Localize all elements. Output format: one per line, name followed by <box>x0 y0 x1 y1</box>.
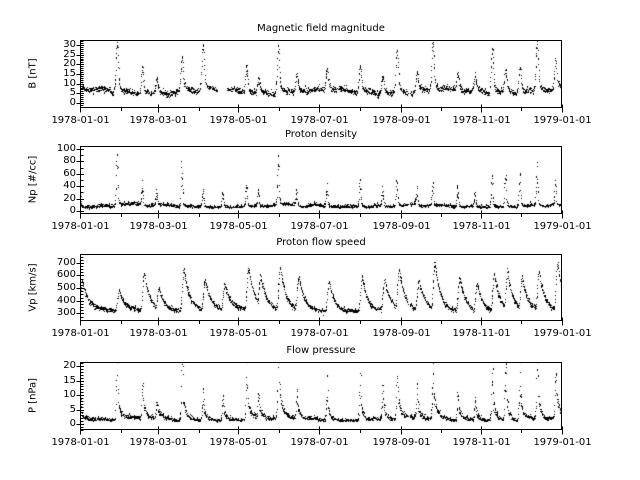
x-tick-label: 1978-11-01 <box>452 328 511 339</box>
x-tick-label: 1979-01-01 <box>533 221 592 232</box>
x-tick-label: 1978-01-01 <box>51 437 110 448</box>
x-tick-label: 1978-05-01 <box>209 221 268 232</box>
panel-frame-3 <box>81 363 562 430</box>
y-tick-label: 10 <box>63 78 76 89</box>
panel-frame-2 <box>81 255 562 321</box>
y-tick-label: 400 <box>56 295 76 306</box>
x-tick-label: 1979-01-01 <box>533 115 592 126</box>
x-tick-label: 1978-01-01 <box>51 115 110 126</box>
y-tick-label: 0 <box>69 205 76 216</box>
x-tick-label: 1978-07-01 <box>290 437 349 448</box>
panel-frame-1 <box>81 147 562 214</box>
panel-title-flow-pressure: Flow pressure <box>286 345 356 356</box>
x-tick-label: 1978-03-01 <box>129 221 188 232</box>
y-tick-label: 30 <box>63 39 76 50</box>
y-tick-label: 40 <box>63 180 76 191</box>
x-tick-label: 1978-09-01 <box>372 328 431 339</box>
x-tick-label: 1978-07-01 <box>290 221 349 232</box>
x-tick-label: 1978-07-01 <box>290 328 349 339</box>
y-axis-label-p: P [nPa] <box>27 377 39 414</box>
y-tick-label: 10 <box>63 389 76 400</box>
x-tick-label: 1978-09-01 <box>372 437 431 448</box>
x-tick-label: 1978-03-01 <box>129 437 188 448</box>
y-axis-label-b: B [nT] <box>27 58 39 89</box>
x-tick-label: 1978-05-01 <box>209 115 268 126</box>
y-tick-label: 600 <box>56 269 76 280</box>
y-tick-label: 500 <box>56 282 76 293</box>
y-tick-label: 300 <box>56 307 76 318</box>
y-tick-label: 0 <box>69 418 76 429</box>
y-tick-label: 100 <box>56 143 76 154</box>
x-tick-label: 1978-11-01 <box>452 437 511 448</box>
x-tick-label: 1978-09-01 <box>372 115 431 126</box>
y-tick-label: 15 <box>63 68 76 79</box>
y-tick-label: 20 <box>63 58 76 69</box>
y-tick-label: 20 <box>63 193 76 204</box>
x-tick-label: 1978-01-01 <box>51 328 110 339</box>
y-tick-label: 80 <box>63 155 76 166</box>
y-tick-label: 5 <box>69 404 76 415</box>
x-tick-label: 1978-03-01 <box>129 115 188 126</box>
y-tick-label: 60 <box>63 168 76 179</box>
x-tick-label: 1978-11-01 <box>452 221 511 232</box>
x-tick-label: 1979-01-01 <box>533 437 592 448</box>
y-tick-label: 25 <box>63 49 76 60</box>
x-tick-label: 1978-03-01 <box>129 328 188 339</box>
x-tick-label: 1979-01-01 <box>533 328 592 339</box>
y-tick-label: 0 <box>69 97 76 108</box>
x-tick-label: 1978-01-01 <box>51 221 110 232</box>
x-tick-label: 1978-09-01 <box>372 221 431 232</box>
panel-title-proton-flow-speed: Proton flow speed <box>276 237 366 248</box>
x-tick-label: 1978-07-01 <box>290 115 349 126</box>
y-tick-label: 15 <box>63 375 76 386</box>
y-axis-label-vp: Vp [km/s] <box>27 262 39 312</box>
y-tick-label: 5 <box>69 87 76 98</box>
panel-title-proton-density: Proton density <box>284 129 358 140</box>
y-tick-label: 700 <box>56 257 76 268</box>
x-tick-label: 1978-05-01 <box>209 437 268 448</box>
panel-frame-0 <box>81 41 562 108</box>
y-axis-label-np: Np [#/cc] <box>27 155 39 204</box>
y-tick-label: 20 <box>63 360 76 371</box>
panel-title-magnetic-field: Magnetic field magnitude <box>257 23 385 34</box>
x-tick-label: 1978-11-01 <box>452 115 511 126</box>
x-tick-label: 1978-05-01 <box>209 328 268 339</box>
